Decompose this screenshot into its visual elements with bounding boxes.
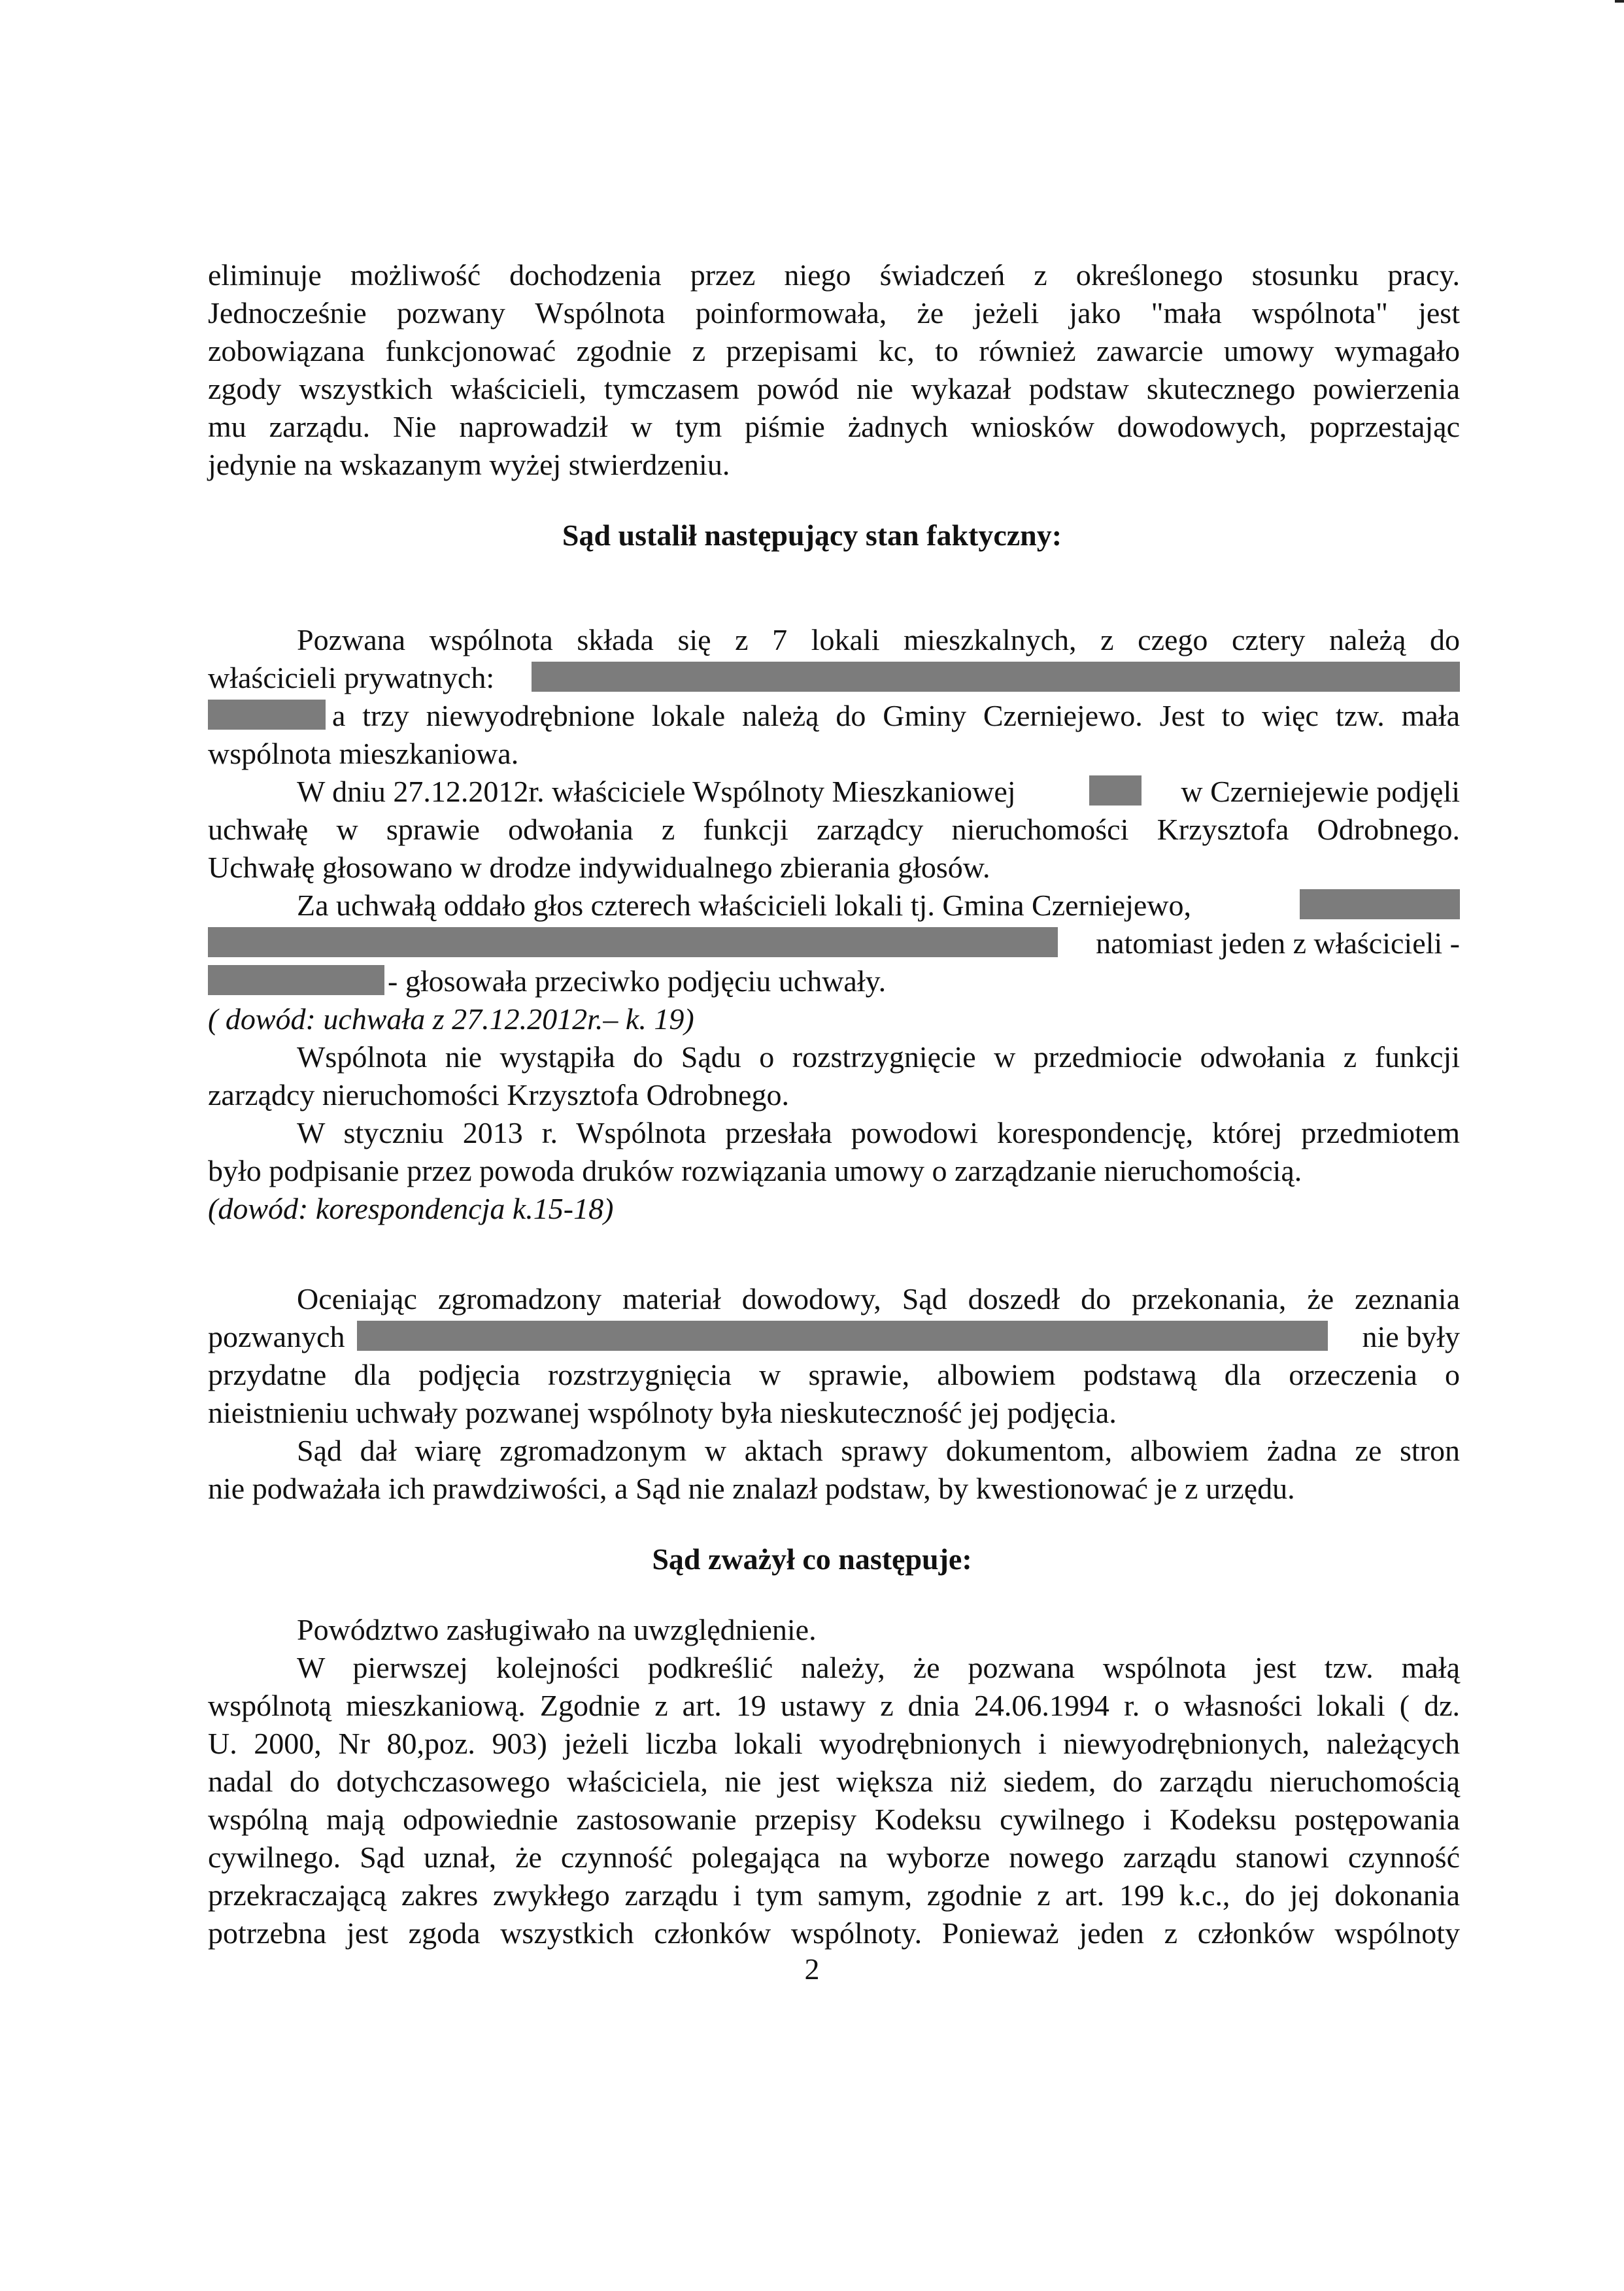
section-heading-considered: Sąd zważył co następuje: — [652, 1542, 972, 1576]
text-line: potrzebna jest zgoda wszystkich członków wspólnoty. Ponieważ jeden z członków wspólnoty — [208, 1916, 1460, 1950]
text-fragment: - głosowała przeciwko podjęciu uchwały. — [388, 964, 887, 998]
text-fragment: a trzy niewyodrębnione lokale należą do Gminy Czerniejewo. Jest to więc tzw. mała — [332, 699, 1460, 732]
redaction-block — [208, 927, 1058, 957]
text-line — [208, 659, 1460, 697]
text-line: Oceniając zgromadzony materiał dowodowy, Sąd doszedł do przekonania, że zeznania — [297, 1282, 1460, 1315]
text-line: nieistnieniu uchwały pozwanej wspólnoty była nieskuteczność jej podjęcia. — [208, 1396, 1117, 1429]
text-line: cywilnego. Sąd uznał, że czynność polegająca na wyborze nowego zarządu stanowi czynność — [208, 1841, 1460, 1874]
redaction-block — [208, 965, 384, 995]
text-line: W styczniu 2013 r. Wspólnota przesłała powodowi korespondencję, której przedmiotem — [297, 1116, 1460, 1149]
text-fragment: natomiast jeden z właścicieli - — [1096, 926, 1460, 960]
redaction-block — [208, 700, 326, 730]
text-line: wspólnotą mieszkaniową. Zgodnie z art. 19 ustawy z dnia 24.06.1994 r. o własności lokali ( dz. — [208, 1689, 1460, 1722]
text-fragment: w Czerniejewie podjęli — [1181, 775, 1460, 808]
text-fragment: nie były — [1362, 1320, 1460, 1353]
text-line: W pierwszej kolejności podkreślić należy, że pozwana wspólnota jest tzw. małą — [297, 1651, 1460, 1684]
text-line: U. 2000, Nr 80,poz. 903) jeżeli liczba lokali wyodrębnionych i niewyodrębnionych, należących — [208, 1727, 1460, 1760]
text-line: Sąd dał wiarę zgromadzonym w aktach sprawy dokumentom, albowiem żadna ze stron — [297, 1434, 1460, 1467]
text-line: Wspólnota nie wystąpiła do Sądu o rozstrzygnięcie w przedmiocie odwołania z funkcji — [297, 1040, 1460, 1074]
text-fragment: właścicieli prywatnych: — [208, 661, 495, 694]
text-fragment: pozwanych — [208, 1320, 345, 1353]
text-line: zgody wszystkich właścicieli, tymczasem powód nie wykazał podstaw skutecznego powierzenia — [208, 372, 1460, 405]
text-line: mu zarządu. Nie naprowadził w tym piśmie żadnych wniosków dowodowych, poprzestając — [208, 410, 1460, 443]
text-fragment: Za uchwałą oddało głos czterech właścicieli lokali tj. Gmina Czerniejewo, — [297, 889, 1191, 922]
section-heading-facts: Sąd ustalił następujący stan faktyczny: — [562, 518, 1062, 552]
redaction-block — [357, 1321, 1328, 1351]
text-line: wspólną mają odpowiednie zastosowanie przepisy Kodeksu cywilnego i Kodeksu postępowania — [208, 1803, 1460, 1836]
text-fragment: W dniu 27.12.2012r. właściciele Wspólnoty Mieszkaniowej — [297, 775, 1016, 808]
text-line: nadal do dotychczasowego właściciela, nie jest większa niż siedem, do zarządu nieruchomością — [208, 1765, 1460, 1798]
text-line: Uchwałę głosowano w drodze indywidualnego zbierania głosów. — [208, 851, 990, 884]
text-line: przekraczającą zakres zwykłego zarządu i tym samym, zgodnie z art. 199 k.c., do jej dokonania — [208, 1878, 1460, 1912]
page-number: 2 — [804, 1952, 820, 1986]
text-line: przydatne dla podjęcia rozstrzygnięcia w sprawie, albowiem podstawą dla orzeczenia o — [208, 1358, 1460, 1391]
text-line — [297, 773, 1460, 811]
text-line: zarządcy nieruchomości Krzysztofa Odrobnego. — [208, 1078, 789, 1112]
redaction-block — [1300, 889, 1460, 919]
text-line: Pozwana wspólnota składa się z 7 lokali mieszkalnych, z czego cztery należą do — [297, 623, 1460, 656]
text-line: było podpisanie przez powoda druków rozwiązania umowy o zarządzanie nieruchomością. — [208, 1154, 1302, 1187]
evidence-note: ( dowód: uchwała z 27.12.2012r.– k. 19) — [208, 1002, 694, 1036]
text-line: Powództwo zasługiwało na uwzględnienie. — [297, 1613, 817, 1646]
text-line: uchwałę w sprawie odwołania z funkcji zarządcy nieruchomości Krzysztofa Odrobnego. — [208, 813, 1460, 846]
redaction-block — [532, 662, 1460, 692]
text-line: Jednocześnie pozwany Wspólnota poinformowała, że jeżeli jako "mała wspólnota" jest — [208, 296, 1460, 330]
text-line: eliminuje możliwość dochodzenia przez niego świadczeń z określonego stosunku pracy. — [208, 258, 1460, 292]
text-line: wspólnota mieszkaniowa. — [208, 737, 519, 770]
text-line — [297, 887, 1460, 925]
text-line — [208, 1318, 1460, 1356]
text-line: nie podważała ich prawdziwości, a Sąd nie znalazł podstaw, by kwestionować je z urzędu. — [208, 1472, 1295, 1505]
evidence-note: (dowód: korespondencja k.15-18) — [208, 1192, 614, 1225]
scan-edge-mark — [1615, 0, 1624, 3]
redaction-block — [1089, 775, 1142, 806]
text-line: zobowiązana funkcjonować zgodnie z przepisami kc, to również zawarcie umowy wymagało — [208, 334, 1460, 367]
text-line: jedynie na wskazanym wyżej stwierdzeniu. — [208, 448, 730, 481]
